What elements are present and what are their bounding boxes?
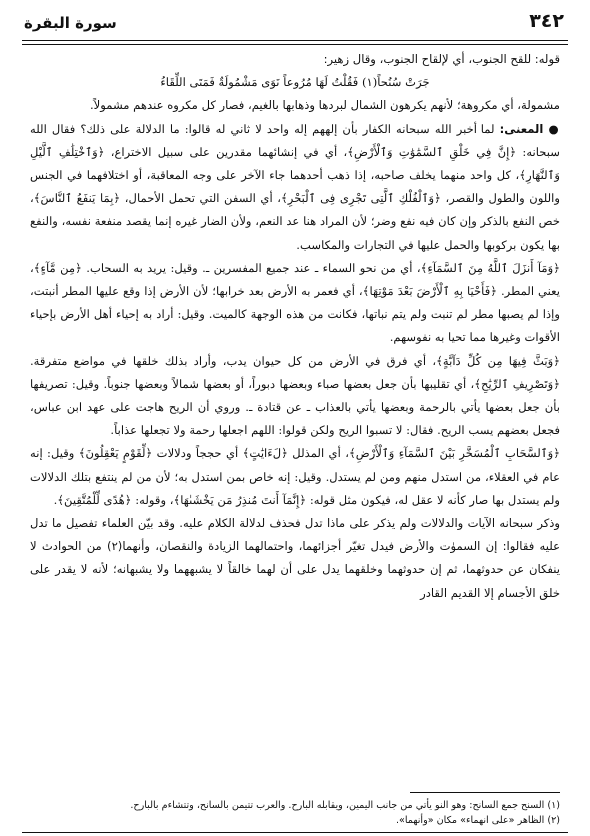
paragraph-meaning: ● المعنى: لما أخبر الله سبحانه الكفار بأن إلههم إله واحد لا ثاني له قالوا: ما الدلالة على ذلك؟ فقال الله سبحانه: ﴿إِنَّ فِي خَلْقِ ٱلسَّمَٰوَٰتِ وَٱلْأَرْضِ﴾، أي في إنشائهما مقدرين على سبيل الاختراع، ﴿وَٱخْتِلَٰفِ ٱلَّيْلِ وَٱلنَّهَارِ﴾، كل واحد منهما يخلف صاحبه، إذا ذهب أحدهما جاء الآخر على وجه المعاقبة، أو اختلافهما في الجنس واللون والطول والقصر، ﴿وَٱلْفُلْكِ ٱلَّتِى تَجْرِى فِى ٱلْبَحْرِ﴾، أي السفن التي تحمل الأحمال، ﴿بِمَا يَنفَعُ ٱلنَّاسَ﴾، خص النفع بالذكر وإن كان فيه نفع وضر؛ لأن المراد هنا عد النعم، ولأن الضار غيره إنما يقصد منفعة نفسه، والنفع بها يكون بركوبها والحمل عليها في التجارات والمكاسب. [30,121,560,252]
paragraph-signs: وذكر سبحانه الآيات والدلالات ولم يذكر على ماذا تدل فحذف لدلالة الكلام عليه. وقد بيّن العلماء تفصيل ما تدل عليه فقالوا: إن السموٰت والأرض فيدل تغيّر أجزائهما، واحتمالهما الزيادة والنقصان، وأنهما(٢) من الحوادث لا ينفكان عن حدوثهما، ثم إن حدوثهما وخلقهما يدل على أن لهما خالقاً لا يشبههما ولا يشبهانه؛ لأنه لا يقدر على خلق الأجسام إلا القديم القادر [30,516,560,600]
paragraph-rain: ﴿وَمَآ أَنزَلَ ٱللَّهُ مِنَ ٱلسَّمَآءِ﴾، أي من نحو السماء ـ عند جميع المفسرين ـ. وقيل: يريد به السحاب. ﴿مِن مَّآءٍ﴾، يعني المطر. ﴿فَأَحْيَا بِهِ ٱلْأَرْضَ بَعْدَ مَوْتِهَا﴾، أي فعمر به الأرض بعد خرابها؛ لأن الأرض إذا وقع عليها المطر أنبتت، وإذا لم يصبها مطر لم تنبت ولم يتم نباتها، فكانت من هذه الوجهة كالميت. وقيل: أراد به إحياء أهل الأرض بإحياء الأقوات وغيرها مما تحيا به نفوسهم. [30,260,560,345]
paragraph-mashmula: مشمولة، أي مكروهة؛ لأنهم يكرهون الشمال لبردها وذهابها بالغيم، فصار كل مكروه عندهم مشمولاً. [89,98,560,113]
footnote-separator [410,792,560,793]
poem-verse: جَرَتْ سُنُحاً(١) فَقُلْتُ لَهَا مُرُوعاً نَوَى مَشْمُولَةٌ فَمَتَى اللِّقَاءُ [160,75,430,90]
footnotes [30,798,560,828]
main-text [30,48,560,788]
footnote-1: (١) السنح جمع السانح: وهو النو يأتي من جانب اليمين، ويقابله البارح. والعرب تتيمن بالسانح، وتتشاءم بالبارح. [130,800,560,811]
page-header [22,6,568,40]
meaning-label: المعنى: [499,121,544,136]
bottom-rule [22,832,568,833]
sura-name: سورة البقرة [24,14,117,32]
paragraph-animals-winds: ﴿وَبَثَّ فِيهَا مِن كُلِّ دَآبَّةٍ﴾، أي فرق في الأرض من كل حيوان يدب، وأراد بذلك خلقها في مواضع متفرقة. ﴿وَتَصْرِيفِ ٱلرِّيَٰحِ﴾، أي تقليبها بأن جعل بعضها صباء وبعضها دبوراً، أو بعضها شمالاً وبعضها جنوباً. وقيل: تصريفها بأن جعل بعضها يأتي بالرحمة وبعضها يأتي بالعذاب ـ عن قتادة ـ. وروي أن الريح هاجت على عهد ابن عباس، فجعل بعضهم يسب الريح. فقال: لا تسبوا الريح ولكن قولوا: اللهم اجعلها رحمة ولا تجعلها عذاباً. [30,353,560,438]
meaning-text: لما أخبر الله سبحانه الكفار بأن إلههم إله واحد لا ثاني له قالوا: ما الدلالة على ذلك؟ فقال الله سبحانه: ﴿إِنَّ فِي خَلْقِ ٱلسَّمَٰوَٰتِ وَٱلْأَرْضِ﴾، أي في إنشائهما مقدرين على سبيل الاختراع، ﴿وَٱخْتِلَٰفِ ٱلَّيْلِ وَٱلنَّهَارِ﴾، كل واحد منهما يخلف صاحبه، إذا ذهب أحدهما جاء الآخر على وجه المعاقبة، أو اختلافهما في الجنس واللون والطول والقصر، ﴿وَٱلْفُلْكِ ٱلَّتِى تَجْرِى فِى ٱلْبَحْرِ﴾، أي السفن التي تحمل الأحمال، ﴿بِمَا يَنفَعُ ٱلنَّاسَ﴾، خص النفع بالذكر وإن كان فيه نفع وضر؛ لأن المراد هنا عد النعم، ولأن الضار غيره إنما يقصد منفعة نفسه، والنفع بها يكون بركوبها والحمل عليها في التجارات والمكاسب. [30,121,560,252]
paragraph-clouds: ﴿وَٱلسَّحَابِ ٱلْمُسَخَّرِ بَيْنَ ٱلسَّمَآءِ وَٱلْأَرْضِ﴾، أي المذلل ﴿لَءَايَٰتٍ﴾ أي حججاً ودلالات ﴿لِّقَوْمٍ يَعْقِلُونَ﴾ وقيل: إنه عام في العقلاء، من استدل منهم ومن لم يستدل. وقيل: إنه خاص بمن استدل به؛ لأن من لم ينتفع بتلك الدلالات ولم يستدل بها صار كأنه لا عقل له، فيكون مثل قوله: ﴿إِنَّمَآ أَنتَ مُنذِرُ مَن يَخْشَىٰهَا﴾، وقوله: ﴿هُدًى لِّلْمُتَّقِينَ﴾. [30,446,560,507]
header-rule [22,40,568,45]
footnote-2: (٢) الظاهر «على انهماء» مكان «وأنهما». [395,815,560,826]
paragraph-zuhair-intro: قوله: للقح الجنوب، أي لإلقاح الجنوب، وقال زهير: [323,52,560,66]
page-number: ٣٤٢ [529,10,564,32]
